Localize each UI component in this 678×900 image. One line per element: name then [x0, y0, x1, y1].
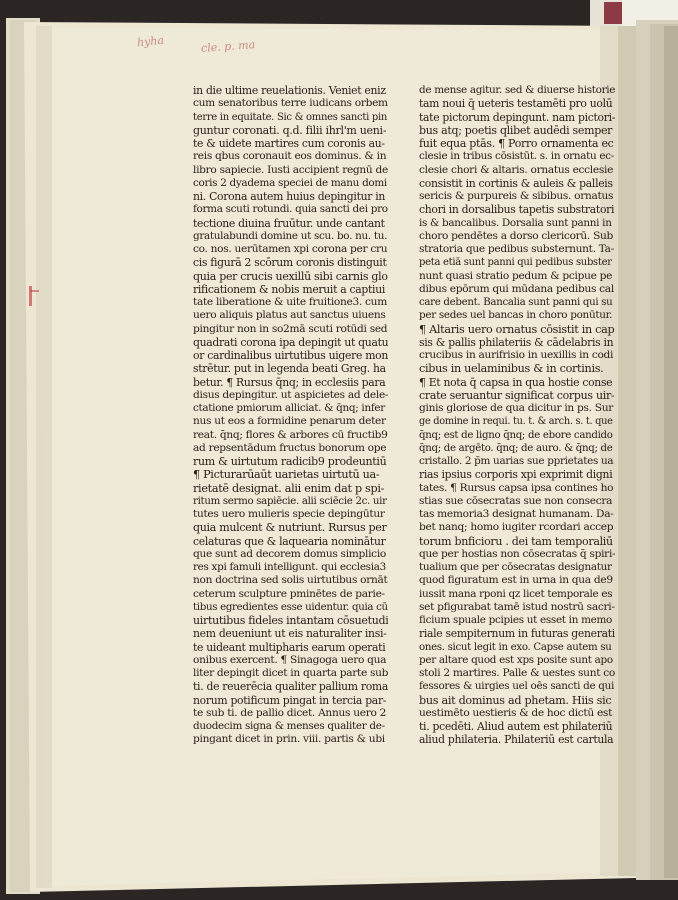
text-line: riale sempiternum in futuras generati	[419, 627, 615, 641]
text-line: care debent. Bancalia sunt panni qui su	[419, 297, 613, 308]
text-line: torum bnficioru . dei tam temporaliū	[419, 534, 613, 548]
text-line: in die ultime reuelationis. Veniet eniz	[193, 84, 386, 97]
text-line: iussit mana rponi qz licet temporale es	[419, 587, 613, 600]
text-line: fuit equa ptās. ¶ Porro ornamenta ec	[419, 137, 614, 150]
text-line: aliud philateria. Philateriū est cartula	[419, 733, 614, 747]
text-line: quia per crucis uexillū sibi carnis glo	[193, 269, 388, 283]
text-line: tibus egredientes esse uidentur. quia cū	[193, 601, 388, 613]
text-line: rum & uirtutum radicib9 prodeuntiū	[193, 455, 387, 468]
text-line: guntur coronati. q.d. filii ihrl'm ueni-	[193, 123, 387, 137]
text-line: tutes uero mulieris specie depingūtur	[193, 508, 385, 520]
text-line: nus ut eos a formidine penarum deter	[193, 415, 386, 428]
text-line: res xpi famuli intelligunt. qui ecclesia3	[193, 561, 386, 573]
text-line: ni. Corona autem huius depingitur in	[193, 190, 386, 203]
text-line: choro pendētes a dorso clericorū. Sub	[419, 229, 614, 242]
text-line: bet nanq; homo iugiter rcordari accep	[419, 521, 614, 534]
text-line: sis & pallis philateriis & cādelabris in	[419, 335, 614, 349]
text-line: nunt quasi stratio pedum & pcipue pe	[419, 269, 613, 282]
text-line: pingant dicet in prin. viii. partis & ubi	[193, 733, 385, 746]
text-line: gratulabundi domine ut scu. bo. nu. tu.	[193, 229, 388, 242]
text-line: ¶ Et nota q̄ capsa in qua hostie conse	[419, 375, 613, 389]
text-line: ficium spuale pcipies ut esset in memo	[419, 614, 612, 626]
text-line: duodecim signa & menses qualiter de-	[193, 720, 385, 732]
text-line: onibus exercent. ¶ Sinagoga uero qua	[193, 653, 387, 666]
text-line: cum senatoribus terre iudicans orbem	[193, 97, 388, 110]
text-line: cis figurā 2 scōrum coronis distinguit	[193, 256, 387, 270]
text-line: peta etiā sunt panni qui pedibus subster	[419, 257, 612, 269]
text-line: ¶ Altaris uero ornatus cōsistit in cap	[419, 322, 615, 336]
text-line: ones. sicut legit in exo. Capse autem su	[419, 641, 612, 653]
text-line: fessores & uirgies uel oēs sancti de qui	[419, 680, 615, 693]
text-line: forma scuti rotundi. quia sancti dei pro	[193, 203, 388, 216]
text-line: set pfigurabat tamē istud nostrū sacri-	[419, 600, 615, 613]
text-line: q̄nq; de argēto. q̄nq; de auro. & q̄nq; de	[419, 442, 613, 454]
text-line: or cardinalibus uirtutibus uigere mon	[193, 349, 388, 362]
text-line: rificationem & nobis meruit a captiui	[193, 282, 386, 296]
text-line: coris 2 dyadema speciei de manu domi	[193, 176, 387, 189]
text-line: dibus epōrum qui mūdana pedibus cal	[419, 282, 614, 295]
text-line: cibus in uelaminibus & in cortinis.	[419, 362, 604, 376]
text-line: libro sapiecie. Iusti accipient regnū de	[193, 163, 388, 176]
text-line: ge domine in requi. tu. t. & arch. s. t. que	[419, 416, 613, 428]
text-line: strētur. put in legenda beati Greg. ha	[193, 362, 386, 376]
text-line: betur. ¶ Rursus q̄nq; in ecclesiis para	[193, 375, 386, 389]
text-line: ginis gloriose de qua dicitur in ps. Sur	[419, 402, 614, 414]
text-line: te uideant multipharis earum operati	[193, 640, 386, 654]
text-line: chori in dorsalibus tapetis substratori	[419, 203, 615, 217]
text-line: nem deueniunt ut eis naturaliter insi-	[193, 627, 387, 641]
text-line: que sunt ad decorem domus simplicio	[193, 547, 386, 560]
text-line: ritum sermo sapiēcie. alii sciēcie 2c. uir	[193, 495, 387, 507]
text-line: ¶ Picturarūaūt uarietas uirtutū ua-	[193, 468, 380, 482]
text-line: clesie in tribus cōsistūt. s. in ornatu ec-	[419, 150, 614, 163]
text-line: uestimēto uestieris & de hoc dictū est	[419, 706, 613, 719]
text-line: uero aliquis platus aut sanctus uiuens	[193, 309, 386, 322]
text-line: norum potificum pingat in tercia par-	[193, 693, 387, 707]
text-line: stias sue cōsecratas sue non consecra	[419, 494, 613, 507]
text-line: ad repsentādum fructus bonorum ope	[193, 441, 387, 454]
text-line: rias ipsius corporis xpi exprimit digni	[419, 468, 613, 482]
text-line: reat. q̄nq; flores & arbores cū fructib9	[193, 428, 388, 441]
text-line: sericis & purpureis & sibibus. ornatus	[419, 190, 614, 202]
text-line: per altare quod est xps posite sunt apo	[419, 653, 613, 666]
text-line: tates. ¶ Rursus capsa ipsa contines ho	[419, 481, 614, 494]
text-line: bus atq; poetis qlibet audēdi semper	[419, 123, 613, 137]
text-line: rietatē designat. alii enim dat p spi-	[193, 481, 385, 495]
margin-note-right: cle. p. ma	[200, 38, 256, 55]
text-line: liter depingit dicet in quarta parte sub	[193, 667, 388, 679]
text-column-left	[193, 84, 388, 747]
text-line: q̄nq; est de ligno q̄nq; de ebore candido	[419, 429, 613, 441]
text-line: ceterum sculpture pminētes de parie-	[193, 587, 385, 600]
text-line: stratoria que pedibus substernunt. Ta-	[419, 243, 614, 255]
text-line: cristallo. 2 p̄m uarias sue pprietates ua	[419, 455, 614, 467]
text-line: te sub ti. de pallio dicet. Annus uero 2	[193, 706, 387, 719]
text-line: uirtutibus fideles intantam cōsuetudi	[193, 614, 388, 627]
text-line: tate pictorum depingunt. nam pictori-	[419, 110, 615, 124]
text-line: tas memoria3 designat humanam. Da-	[419, 508, 614, 520]
text-line: ti. de reuerēcia qualiter pallium roma	[193, 680, 388, 694]
text-line: te & uidete martires cum coronis au-	[193, 137, 385, 150]
text-line: de mense agitur. sed & diuerse historie	[419, 84, 615, 96]
text-line: bus ait dominus ad phetam. Hiis sic	[419, 693, 612, 707]
text-line: tectione diuina fruūtur. unde cantant	[193, 216, 385, 230]
text-line: pingitur non in so2mā scuti rotūdi sed	[193, 322, 388, 335]
text-line: que per hostias non cōsecratas q̄ spiri-	[419, 547, 615, 560]
text-line: consistit in cortinis & auleis & palleis	[419, 176, 613, 190]
text-line: tam noui q̄ ueteris testamēti pro uolū	[419, 97, 613, 111]
text-line: clesie chori & altaris. ornatus ecclesie	[419, 163, 614, 176]
text-line: crate seruantur significat corpus uir-	[419, 388, 615, 402]
text-line: quod figuratum est in urna in qua de9	[419, 574, 613, 587]
margin-note-left: hyha	[136, 33, 165, 50]
text-line: quadrati corona ipa depingit ut quatu	[193, 335, 388, 349]
text-line: non doctrina sed solis uirtutibus ornāt	[193, 574, 388, 587]
text-line: ctatione pmiorum alliciat. & q̄nq; infer	[193, 402, 385, 414]
text-column-right	[419, 84, 615, 747]
text-line: co. nos. uerūtamen xpi corona per cru	[193, 243, 388, 255]
text-line: tualium que per cōsecratas designatur	[419, 561, 612, 573]
text-line: per sedes uel bancas in choro ponūtur.	[419, 309, 613, 322]
text-line: is & bancalibus. Dorsalia sunt panni in	[419, 216, 612, 229]
text-line: terre in equitate. Sic & omnes sancti pin	[193, 111, 387, 123]
text-line: stoli 2 martires. Palle & uestes sunt co	[419, 667, 615, 679]
text-line: celaturas que & laquearia nominātur	[193, 534, 386, 548]
text-line: reis qbus coronauit eos dominus. & in	[193, 150, 387, 163]
text-line: crucibus in aurifrisio in uexillis in codi	[419, 349, 614, 361]
text-line: ti. pcedēti. Aliud autem est philateriū	[419, 720, 613, 733]
text-line: disus depingitur. ut aspicietes ad dele-	[193, 388, 388, 401]
text-line: quia mulcent & nutriunt. Rursus per	[193, 521, 387, 535]
text-line: tate liberatione & uite fruitione3. cum	[193, 296, 387, 308]
